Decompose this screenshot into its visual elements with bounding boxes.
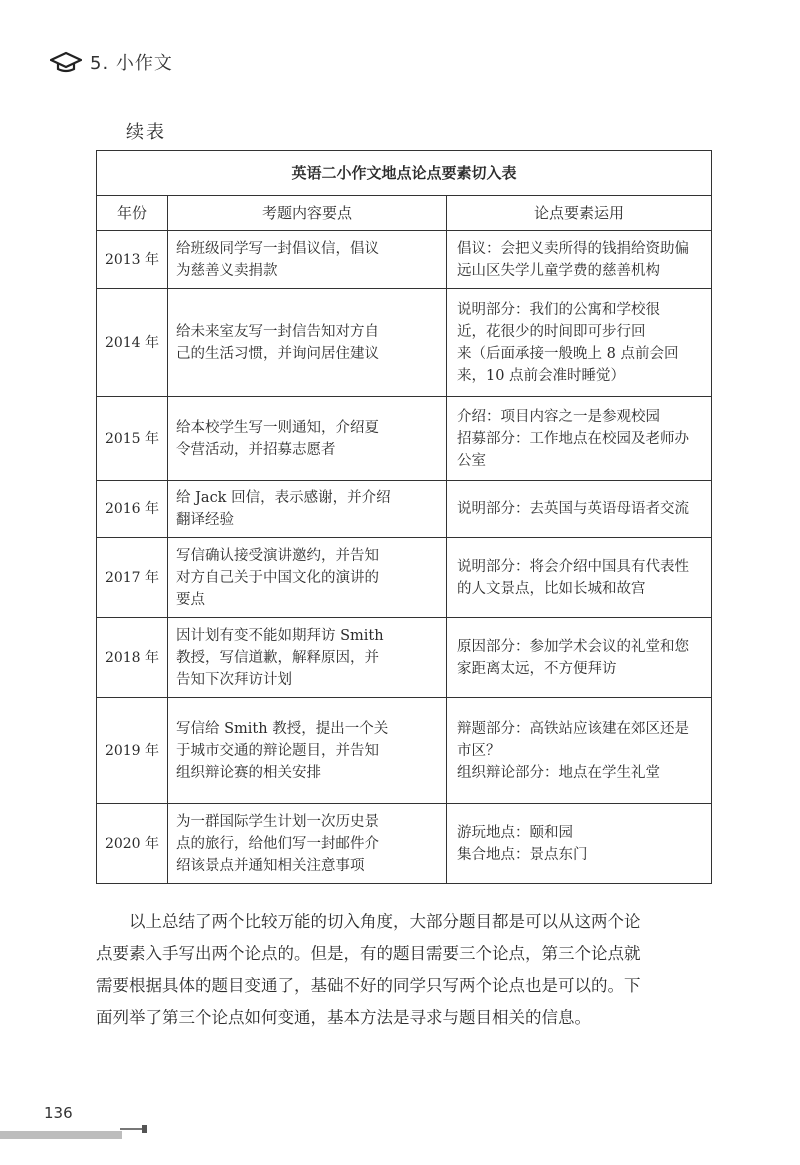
topic-cell	[168, 698, 447, 804]
usage-line: 集合地点：景点东门	[457, 846, 588, 863]
usage-cell	[447, 231, 712, 289]
usage-line: 倡议：会把义卖所得的钱捐给资助偏	[457, 240, 689, 257]
topic-cell	[168, 618, 447, 698]
topic-line: 告知下次拜访计划	[176, 671, 292, 688]
topic-line: 翻译经验	[176, 512, 234, 528]
topic-line: 写信给 Smith 教授，提出一个关	[176, 720, 389, 737]
paragraph-line: 需要根据具体的题目变通了，基础不好的同学只写两个论点也是可以的。下	[96, 976, 641, 995]
topic-line: 绍该景点并通知相关注意事项	[176, 857, 365, 874]
paragraph-line: 点要素入手写出两个论点的。但是，有的题目需要三个论点，第三个论点就	[96, 944, 641, 963]
year-cell: 2016 年	[97, 481, 168, 538]
topic-line: 为慈善义卖捐款	[176, 262, 278, 279]
topic-cell	[168, 289, 447, 397]
usage-line: 来，10 点前会准时睡觉）	[457, 367, 626, 384]
topic-cell	[168, 481, 447, 538]
usage-line: 说明部分：我们的公寓和学校很	[457, 301, 660, 318]
table-row	[97, 618, 712, 698]
topic-line: 组织辩论赛的相关安排	[176, 764, 321, 781]
topic-cell	[168, 231, 447, 289]
topic-line: 点的旅行，给他们写一封邮件介	[176, 835, 379, 852]
usage-line: 市区？	[457, 742, 501, 759]
table-row	[97, 481, 712, 538]
table-row	[97, 804, 712, 884]
usage-line: 介绍：项目内容之一是参观校园	[457, 408, 660, 425]
usage-line: 家距离太远，不方便拜访	[457, 660, 617, 677]
topic-line: 要点	[176, 591, 205, 608]
continued-label: 续表	[126, 122, 166, 143]
year-cell: 2018 年	[97, 618, 168, 698]
usage-cell	[447, 289, 712, 397]
topic-cell	[168, 397, 447, 481]
usage-cell	[447, 538, 712, 618]
usage-line: 说明部分：将会介绍中国具有代表性	[457, 558, 689, 575]
usage-cell	[447, 618, 712, 698]
topic-line: 己的生活习惯，并询问居住建议	[176, 345, 379, 362]
column-header-usage: 论点要素运用	[447, 196, 712, 231]
table-body	[97, 231, 712, 884]
footer-bar	[0, 1131, 122, 1139]
topic-cell	[168, 804, 447, 884]
usage-cell	[447, 397, 712, 481]
usage-line: 的人文景点，比如长城和故宫	[457, 580, 646, 597]
footer-marker	[142, 1125, 147, 1133]
paragraph-line: 面列举了第三个论点如何变通，基本方法是寻求与题目相关的信息。	[96, 1008, 591, 1027]
column-header-topic: 考题内容要点	[168, 196, 447, 231]
usage-line: 组织辩论部分：地点在学生礼堂	[457, 764, 660, 781]
paragraph-line: 以上总结了两个比较万能的切入角度，大部分题目都是可以从这两个论	[129, 912, 641, 931]
table-row	[97, 538, 712, 618]
usage-line: 来（后面承接一般晚上 8 点前会回	[457, 345, 679, 362]
usage-line: 公室	[457, 452, 486, 469]
usage-cell	[447, 698, 712, 804]
usage-line: 近，花很少的时间即可步行回	[457, 323, 646, 340]
usage-cell	[447, 481, 712, 538]
topic-line: 于城市交通的辩论题目，并告知	[176, 742, 379, 759]
topic-line: 给未来室友写一封信告知对方自	[176, 323, 379, 340]
usage-line: 原因部分：参加学术会议的礼堂和您	[457, 638, 689, 655]
year-cell: 2020 年	[97, 804, 168, 884]
topic-line: 为一群国际学生计划一次历史景	[176, 813, 379, 830]
usage-line: 招募部分：工作地点在校园及老师办	[457, 430, 689, 447]
footer-line	[120, 1128, 144, 1130]
usage-cell	[447, 804, 712, 884]
usage-line: 远山区失学儿童学费的慈善机构	[457, 262, 660, 279]
body-paragraph	[96, 906, 726, 1034]
year-cell: 2017 年	[97, 538, 168, 618]
column-header-year: 年份	[97, 196, 168, 231]
table-row	[97, 231, 712, 289]
table-row	[97, 698, 712, 804]
topic-line: 教授，写信道歉，解释原因，并	[176, 649, 379, 666]
topic-line: 因计划有变不能如期拜访 Smith	[176, 627, 384, 644]
topic-line: 给本校学生写一则通知，介绍夏	[176, 419, 379, 436]
year-cell: 2019 年	[97, 698, 168, 804]
table-row	[97, 397, 712, 481]
table-title: 英语二小作文地点论点要素切入表	[97, 151, 712, 196]
topic-line: 给班级同学写一封倡议信，倡议	[176, 240, 379, 257]
usage-line: 说明部分：去英国与英语母语者交流	[457, 501, 689, 517]
topic-line: 给 Jack 回信，表示感谢，并介绍	[176, 490, 391, 506]
essay-topic-table	[96, 150, 712, 884]
year-cell: 2013 年	[97, 231, 168, 289]
usage-line: 游玩地点：颐和园	[457, 824, 573, 841]
topic-cell	[168, 538, 447, 618]
chapter-title: 5. 小作文	[90, 53, 173, 74]
topic-line: 写信确认接受演讲邀约，并告知	[176, 547, 379, 564]
usage-line: 辩题部分：高铁站应该建在郊区还是	[457, 720, 689, 737]
topic-line: 令营活动，并招募志愿者	[176, 441, 336, 458]
page-header	[50, 48, 173, 76]
topic-line: 对方自己关于中国文化的演讲的	[176, 569, 379, 586]
year-cell: 2015 年	[97, 397, 168, 481]
year-cell: 2014 年	[97, 289, 168, 397]
page-number: 136	[44, 1104, 73, 1122]
table-row	[97, 289, 712, 397]
graduation-cap-icon	[50, 50, 82, 74]
